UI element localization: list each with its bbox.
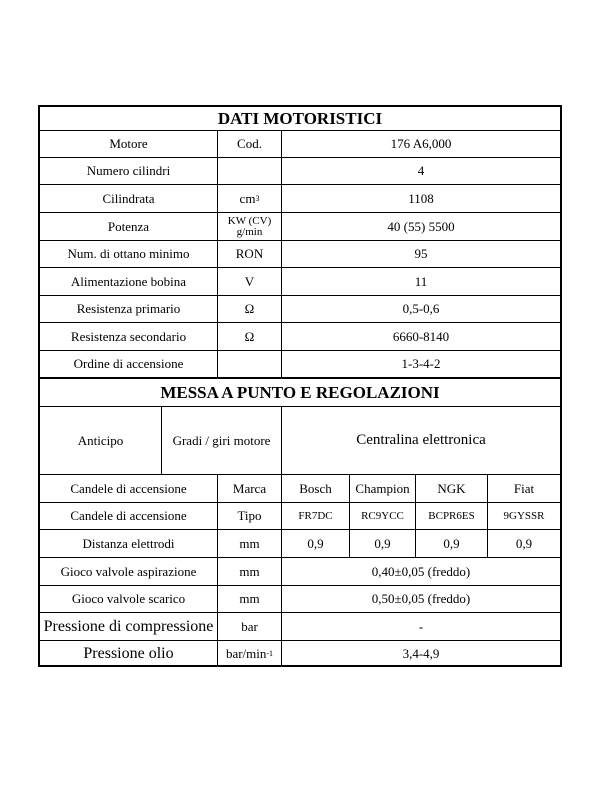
brand-cell: Champion: [350, 475, 416, 502]
row-unit: Gradi / giri motore: [162, 407, 282, 474]
gap-cell: 0,9: [515, 535, 533, 551]
row-unit: mm: [218, 530, 282, 557]
row-unit: Cod.: [218, 131, 282, 157]
table-row: [40, 241, 560, 268]
row-label: Candele di accensione: [40, 503, 218, 529]
row-unit: Ω: [218, 323, 282, 350]
row-label: Numero cilindri: [40, 158, 218, 184]
table-row: [40, 586, 560, 613]
row-value: 6660-8140: [392, 328, 450, 344]
row-value: -: [418, 618, 424, 634]
brand-cell: NGK: [416, 475, 488, 502]
gap-cell: 0,9: [282, 530, 350, 557]
row-label: Ordine di accensione: [40, 351, 218, 377]
row-unit: bar: [218, 613, 282, 640]
row-label: Motore: [40, 131, 218, 157]
engine-data-sheet: [38, 105, 562, 667]
row-unit: [218, 158, 282, 184]
row-unit: mm: [218, 558, 282, 585]
row-label: Distanza elettrodi: [40, 530, 218, 557]
row-unit: [218, 351, 282, 377]
row-label: Pressione di compressione: [40, 613, 218, 640]
table-row: [40, 296, 560, 323]
row-value: 1108: [408, 190, 434, 206]
row-label: Resistenza primario: [40, 296, 218, 322]
row-label: Num. di ottano minimo: [40, 241, 218, 267]
gap-cell: 0,9: [350, 530, 416, 557]
row-value: 0,50±0,05 (freddo): [371, 591, 471, 606]
table-row: [40, 158, 560, 185]
row-value: 11: [414, 273, 428, 289]
unit-line-2: g/min: [236, 225, 263, 238]
unit-line-1: KW (CV): [227, 214, 272, 227]
row-unit: bar/min -1: [218, 641, 282, 667]
row-value: 95: [414, 246, 428, 261]
row-value: Centralina elettronica: [356, 432, 486, 448]
row-value: 0,40±0,05 (freddo): [371, 563, 471, 579]
table-row: [40, 131, 560, 158]
section-title: MESSA A PUNTO E REGOLAZIONI: [160, 382, 440, 402]
row-value: 1-3-4-2: [401, 356, 441, 371]
table-row: [40, 185, 560, 213]
row-value: 4: [417, 163, 425, 178]
row-label: Gioco valvole scarico: [40, 586, 218, 612]
row-label: Anticipo: [40, 407, 162, 474]
row-label: Candele di accensione: [40, 475, 218, 502]
table-row: [40, 213, 560, 241]
row-value: 40 (55) 5500: [387, 218, 455, 234]
table-row: [40, 503, 560, 530]
row-label: Alimentazione bobina: [40, 268, 218, 295]
row-unit: RON: [218, 241, 282, 267]
brand-cell: Fiat: [513, 480, 535, 496]
type-cell: 9GYSSR: [503, 510, 545, 522]
type-cell: RC9YCC: [350, 503, 416, 529]
table-row: [40, 613, 560, 641]
table-row: [40, 407, 560, 475]
unit-text: bar/min: [225, 646, 267, 661]
table-row: [40, 323, 560, 351]
unit-text: cm: [239, 190, 256, 206]
table-row: [40, 268, 560, 296]
type-cell: BCPR6ES: [416, 503, 488, 529]
section-title-row: [40, 107, 560, 131]
table-row: [40, 641, 560, 667]
table-row: [40, 530, 560, 558]
row-value: 3,4-4,9: [402, 646, 440, 661]
row-value: 176 A6,000: [390, 136, 452, 151]
section-title: DATI MOTORISTICI: [217, 108, 383, 128]
table-row: [40, 475, 560, 503]
row-unit: Tipo: [218, 503, 282, 529]
row-label: Gioco valvole aspirazione: [40, 558, 218, 585]
row-unit: Ω: [218, 296, 282, 322]
brand-cell: Bosch: [282, 475, 350, 502]
row-unit: cm 3: [218, 185, 282, 212]
row-unit: Marca: [218, 475, 282, 502]
row-label: Potenza: [40, 213, 218, 240]
section-title-row: [40, 379, 560, 407]
gap-cell: 0,9: [416, 530, 488, 557]
type-cell: FR7DC: [282, 503, 350, 529]
row-label: Pressione olio: [40, 641, 218, 667]
table-row: [40, 351, 560, 379]
row-value: 0,5-0,6: [402, 301, 440, 316]
row-unit: mm: [218, 586, 282, 612]
row-label: Resistenza secondario: [40, 323, 218, 350]
row-unit: V: [218, 268, 282, 295]
row-unit: [218, 213, 282, 240]
row-label: Cilindrata: [40, 185, 218, 212]
table-row: [40, 558, 560, 586]
